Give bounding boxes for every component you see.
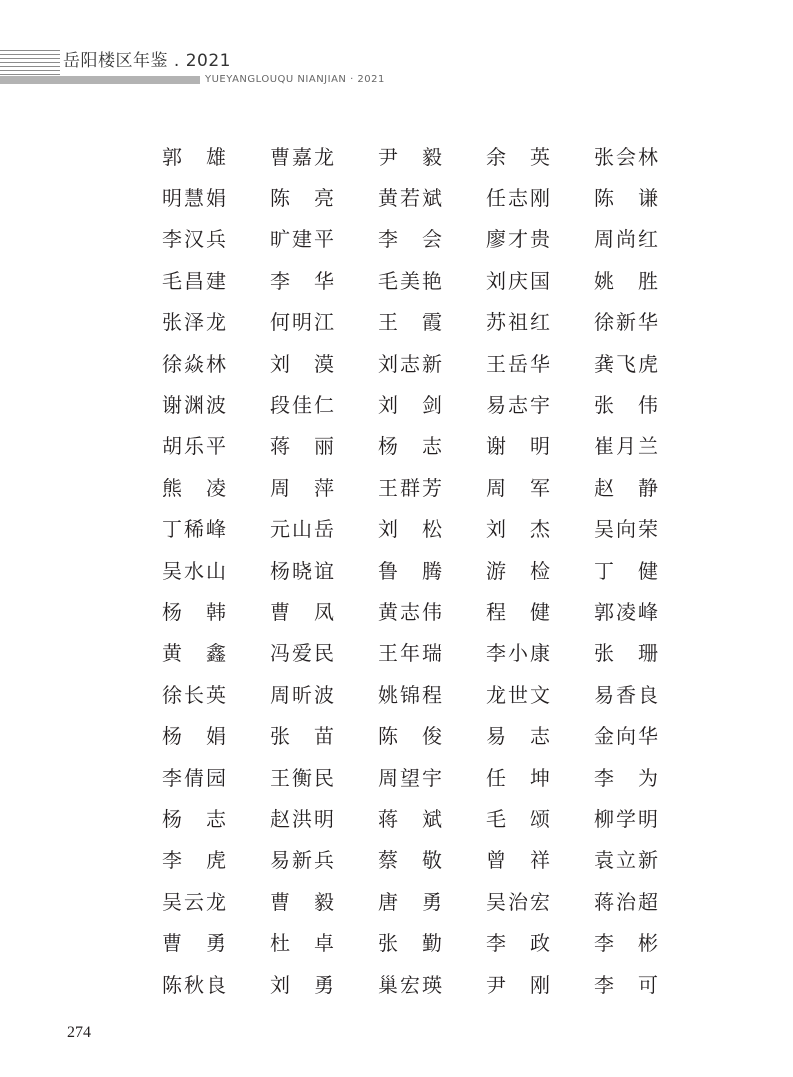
person-name: 崔 月 兰 [594, 434, 658, 459]
person-name: 李 会 [378, 227, 442, 252]
person-name: 刘 剑 [378, 393, 442, 418]
person-name: 郭 凌 峰 [594, 599, 658, 624]
person-name: 刘 庆 国 [486, 268, 550, 293]
person-name: 杨 韩 [162, 599, 226, 624]
person-name: 廖 才 贵 [486, 227, 550, 252]
person-name: 李 为 [594, 765, 658, 790]
person-name: 曹 勇 [162, 931, 226, 956]
person-name: 李 小 康 [486, 641, 550, 666]
person-name: 王 衡 民 [270, 765, 334, 790]
person-name: 毛 美 艳 [378, 268, 442, 293]
person-name: 刘 杰 [486, 517, 550, 542]
person-name: 姚 胜 [594, 268, 658, 293]
person-name: 袁 立 新 [594, 848, 658, 873]
person-name: 冯 爱 民 [270, 641, 334, 666]
person-name: 曹 凤 [270, 599, 334, 624]
person-name: 毛 昌 建 [162, 268, 226, 293]
person-name: 陈 亮 [270, 186, 334, 211]
person-name: 巢 宏 瑛 [378, 972, 442, 997]
person-name: 谢 明 [486, 434, 550, 459]
person-name: 张 伟 [594, 393, 658, 418]
person-name: 张 勤 [378, 931, 442, 956]
person-name: 陈 谦 [594, 186, 658, 211]
person-name: 李 虎 [162, 848, 226, 873]
person-name: 毛 颂 [486, 806, 550, 831]
person-name: 刘 勇 [270, 972, 334, 997]
person-name: 何 明 江 [270, 310, 334, 335]
person-name: 周 军 [486, 475, 550, 500]
yearbook-subtitle: YUEYANGLOUQU NIANJIAN · 2021 [205, 74, 385, 85]
person-name: 尹 刚 [486, 972, 550, 997]
person-name: 黄 鑫 [162, 641, 226, 666]
person-name: 陈 秋 良 [162, 972, 226, 997]
person-name: 王 霞 [378, 310, 442, 335]
person-name: 周 尚 红 [594, 227, 658, 252]
person-name: 蒋 丽 [270, 434, 334, 459]
person-name: 金 向 华 [594, 724, 658, 749]
person-name: 王 年 瑞 [378, 641, 442, 666]
person-name: 杨 志 [162, 806, 226, 831]
person-name: 吴 云 龙 [162, 889, 226, 914]
person-name: 赵 洪 明 [270, 806, 334, 831]
person-name: 郭 雄 [162, 144, 226, 169]
person-name: 吴 治 宏 [486, 889, 550, 914]
person-name: 黄 若 斌 [378, 186, 442, 211]
person-name: 李 彬 [594, 931, 658, 956]
person-name: 李 汉 兵 [162, 227, 226, 252]
person-name: 易 香 良 [594, 682, 658, 707]
person-name: 谢 渊 波 [162, 393, 226, 418]
person-name: 刘 松 [378, 517, 442, 542]
page-header [0, 0, 793, 100]
person-name: 刘 志 新 [378, 351, 442, 376]
header-stripes-decoration [0, 50, 60, 78]
person-name: 唐 勇 [378, 889, 442, 914]
person-name: 曹 嘉 龙 [270, 144, 334, 169]
person-name: 李 可 [594, 972, 658, 997]
person-name: 杨 晓 谊 [270, 558, 334, 583]
person-name: 鲁 腾 [378, 558, 442, 583]
person-name: 任 志 刚 [486, 186, 550, 211]
person-name: 蒋 斌 [378, 806, 442, 831]
person-name: 龚 飞 虎 [594, 351, 658, 376]
person-name: 徐 焱 林 [162, 351, 226, 376]
yearbook-title: 岳阳楼区年鉴 . 2021 [63, 51, 231, 71]
person-name: 游 检 [486, 558, 550, 583]
person-name: 李 政 [486, 931, 550, 956]
person-name: 任 坤 [486, 765, 550, 790]
person-name: 曾 祥 [486, 848, 550, 873]
person-name: 李 华 [270, 268, 334, 293]
person-name: 余 英 [486, 144, 550, 169]
header-grey-bar [0, 76, 200, 84]
person-name: 杨 志 [378, 434, 442, 459]
person-name: 熊 凌 [162, 475, 226, 500]
person-name: 明 慧 娟 [162, 186, 226, 211]
person-name: 张 苗 [270, 724, 334, 749]
person-name: 张 泽 龙 [162, 310, 226, 335]
person-name: 陈 俊 [378, 724, 442, 749]
person-name: 蔡 敬 [378, 848, 442, 873]
page-number: 274 [67, 1024, 91, 1041]
person-name: 周 昕 波 [270, 682, 334, 707]
person-name: 程 健 [486, 599, 550, 624]
person-name: 龙 世 文 [486, 682, 550, 707]
person-name: 段 佳 仁 [270, 393, 334, 418]
person-name: 吴 向 荣 [594, 517, 658, 542]
person-name: 丁 稀 峰 [162, 517, 226, 542]
person-name: 尹 毅 [378, 144, 442, 169]
person-name: 旷 建 平 [270, 227, 334, 252]
person-name: 刘 漠 [270, 351, 334, 376]
person-name: 吴 水 山 [162, 558, 226, 583]
person-name: 王 岳 华 [486, 351, 550, 376]
person-name: 柳 学 明 [594, 806, 658, 831]
person-name: 胡 乐 平 [162, 434, 226, 459]
person-name: 张 珊 [594, 641, 658, 666]
person-name: 丁 健 [594, 558, 658, 583]
person-name: 徐 新 华 [594, 310, 658, 335]
name-list [140, 136, 680, 1005]
person-name: 张 会 林 [594, 144, 658, 169]
person-name: 李 倩 园 [162, 765, 226, 790]
person-name: 杜 卓 [270, 931, 334, 956]
person-name: 姚 锦 程 [378, 682, 442, 707]
person-name: 赵 静 [594, 475, 658, 500]
person-name: 曹 毅 [270, 889, 334, 914]
person-name: 易 新 兵 [270, 848, 334, 873]
person-name: 蒋 治 超 [594, 889, 658, 914]
person-name: 易 志 [486, 724, 550, 749]
person-name: 易 志 宇 [486, 393, 550, 418]
person-name: 王 群 芳 [378, 475, 442, 500]
person-name: 杨 娟 [162, 724, 226, 749]
person-name: 苏 祖 红 [486, 310, 550, 335]
person-name: 周 望 宇 [378, 765, 442, 790]
person-name: 徐 长 英 [162, 682, 226, 707]
person-name: 黄 志 伟 [378, 599, 442, 624]
person-name: 元 山 岳 [270, 517, 334, 542]
person-name: 周 萍 [270, 475, 334, 500]
